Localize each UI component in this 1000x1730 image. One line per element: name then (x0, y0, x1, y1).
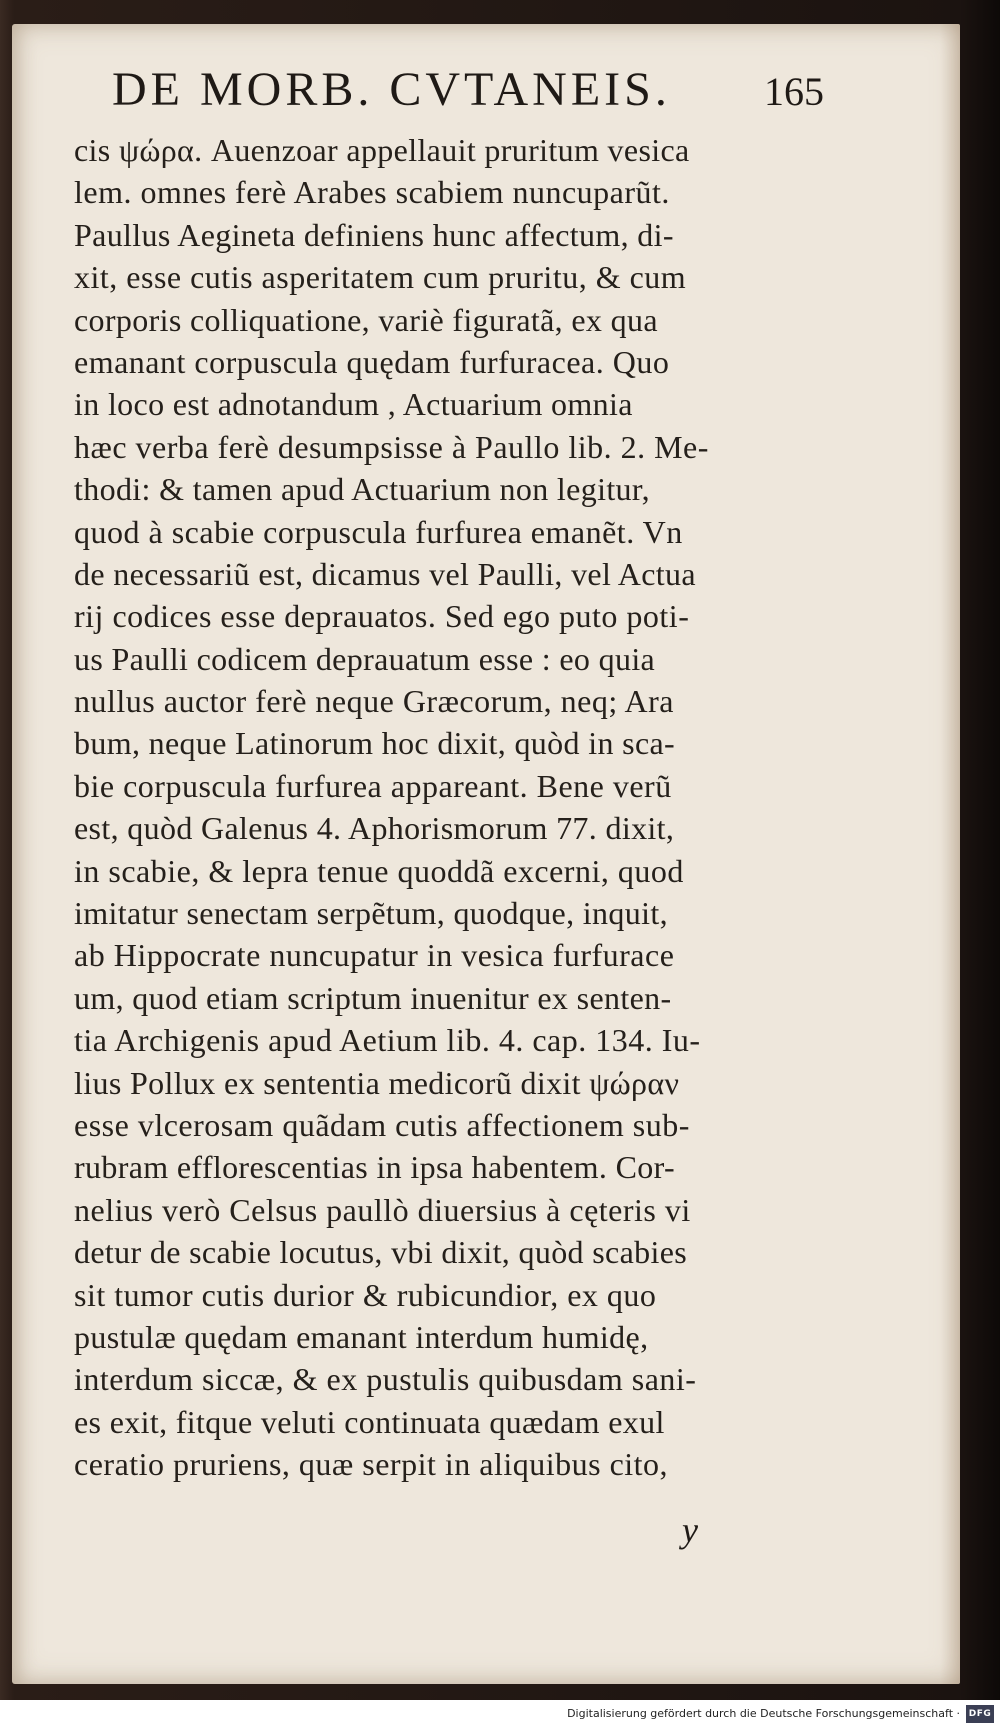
text-line: rij codices esse deprauatos. Sed ego puto poti- (74, 598, 690, 635)
page-edge-shading (940, 24, 960, 1684)
text-line: detur de scabie locutus, vbi dixit, quòd scabies (74, 1234, 688, 1271)
text-line: um, quod etiam scriptum inuenitur ex senten- (74, 979, 672, 1016)
text-line: pustulæ quędam emanant interdum humidę, (74, 1318, 649, 1355)
text-line: ceratio pruriens, quæ serpit in aliquibus cito, (74, 1446, 669, 1483)
text-line: rubram efflorescentias in ipsa habentem. Cor- (74, 1149, 675, 1186)
text-line: bie corpuscula furfurea appareant. Bene verũ (74, 767, 672, 804)
text-line: es exit, fitque veluti continuata quædam exul (74, 1403, 665, 1440)
text-line: ab Hippocrate nuncupatur in vesica furfurace (74, 937, 675, 974)
book-page (12, 24, 960, 1684)
text-line: cis ψώρα. Auenzoar appellauit pruritum vesica (74, 132, 690, 168)
text-line: imitatur senectam serpẽtum, quodque, inquit, (74, 895, 668, 932)
funding-credit: Digitalisierung gefördert durch die Deutsche Forschungsgemeinschaft · (567, 1707, 960, 1720)
digitization-footer (0, 1700, 1000, 1730)
text-line: esse vlcerosam quãdam cutis affectionem sub- (74, 1106, 690, 1143)
page-number: 165 (764, 69, 824, 114)
text-line: lius Pollux ex sententia medicorũ dixit ψώραν (74, 1064, 680, 1101)
text-line: corporis colliquatione, variè figuratã, ex qua (74, 301, 658, 338)
text-line: sit tumor cutis durior & rubicundior, ex quo (74, 1276, 657, 1313)
text-line: in scabie, & lepra tenue quoddã excerni, quod (74, 852, 684, 889)
running-head-title: DE MORB. CVTANEIS. (112, 63, 671, 116)
text-line: xit, esse cutis asperitatem cum pruritu, & cum (74, 259, 687, 296)
text-line: lem. omnes ferè Arabes scabiem nuncuparũt. (74, 174, 670, 211)
text-line: nelius verò Celsus paullò diuersius à cęteris vi (74, 1191, 691, 1228)
text-line: tia Archigenis apud Aetium lib. 4. cap. 134. Iu- (74, 1022, 701, 1059)
text-line: est, quòd Galenus 4. Aphorismorum 77. dixit, (74, 810, 675, 847)
text-line: quod à scabie corpuscula furfurea emanẽt. Vn (74, 513, 683, 550)
running-head (12, 62, 960, 132)
text-line: interdum siccæ, & ex pustulis quibusdam sani- (74, 1361, 697, 1398)
body-text (74, 129, 844, 1486)
text-line: emanant corpuscula quędam furfuracea. Quo (74, 343, 670, 380)
text-line: us Paulli codicem deprauatum esse : eo quia (74, 640, 656, 677)
text-line: in loco est adnotandum , Actuarium omnia (74, 386, 633, 423)
text-line: de necessariũ est, dicamus vel Paulli, vel Actua (74, 555, 696, 592)
text-line: thodi: & tamen apud Actuarium non legitur, (74, 471, 650, 508)
text-line: nullus auctor ferè neque Græcorum, neq; Ara (74, 683, 674, 720)
text-line: bum, neque Latinorum hoc dixit, quòd in sca- (74, 725, 676, 762)
dfg-logo: DFG (966, 1705, 994, 1723)
catchword: y (682, 1510, 698, 1550)
text-line: Paullus Aegineta definiens hunc affectum, di- (74, 216, 674, 253)
text-line: hæc verba ferè desumpsisse à Paullo lib. 2. Me- (74, 428, 709, 465)
